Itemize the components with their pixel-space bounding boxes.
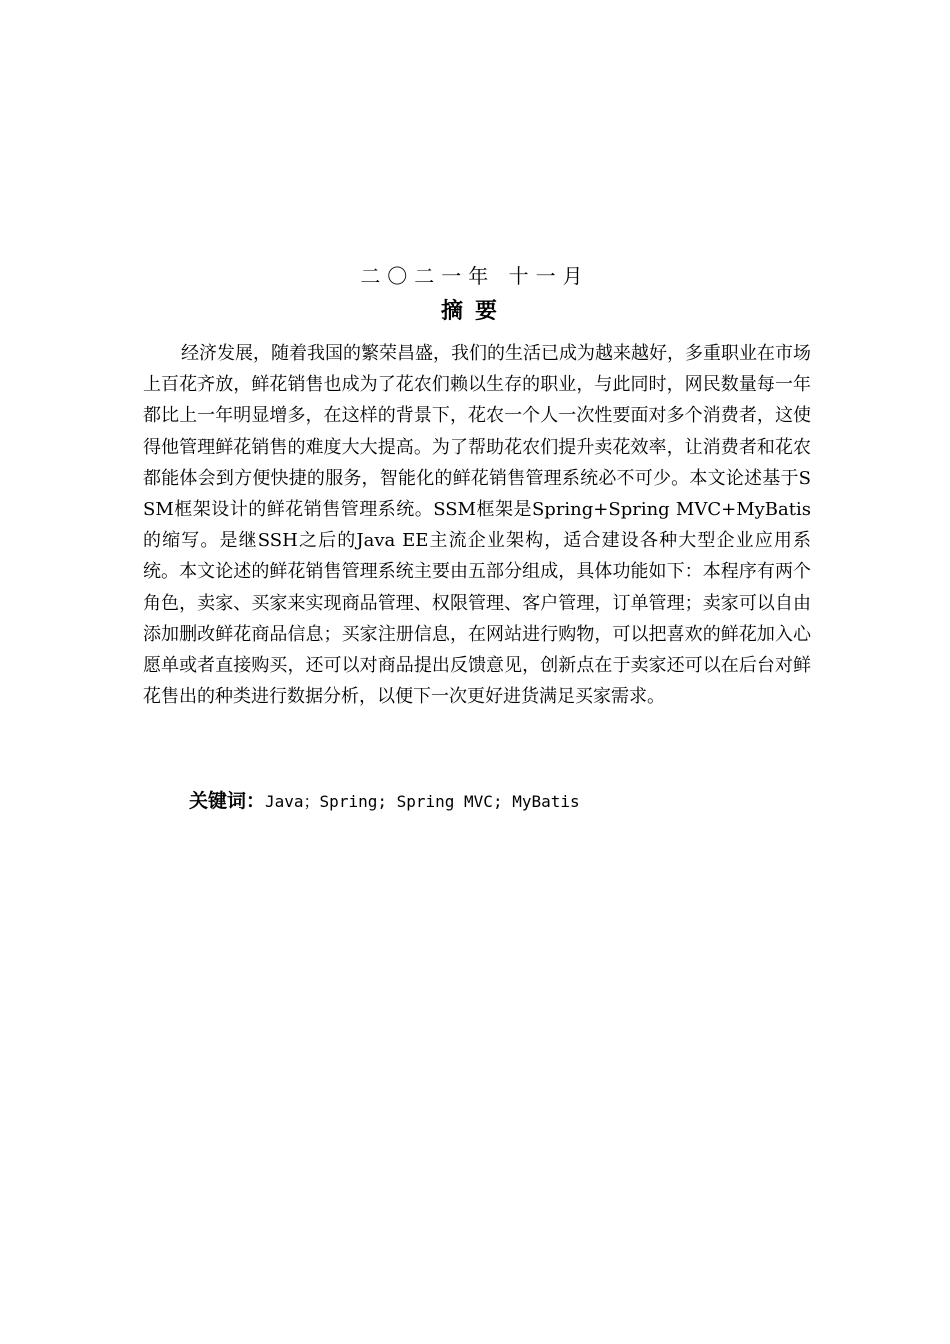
keywords-text: Java；Spring; Spring MVC; MyBatis [265, 792, 580, 811]
abstract-heading: 摘要 [440, 299, 509, 324]
abstract-body: 经济发展，随着我国的繁荣昌盛，我们的生活已成为越来越好，多重职业在市场上百花齐放，鲜花销售也成为了花农们赖以生存的职业，与此同时，网民数量每一年都比上一年明显增多，在这样的背景下，花农一个人一次性要面对多个消费者，这使得他管理鲜花销售的难度大大提高。为了帮助花农们提升卖花效率，让消费者和花农都能体会到方便快捷的服务，智能化的鲜花销售管理系统必不可少。本文论述基于SSM框架设计的鲜花销售管理系统。SSM框架是Spring+Spring MVC+MyBatis的缩写。是继SSH之后的Java EE主流企业架构，适合建设各种大型企业应用系统。本文论述的鲜花销售管理系统主要由五部分组成，具体功能如下：本程序有两个角色，卖家、买家来实现商品管理、权限管理、客户管理，订单管理；卖家可以自由添加删改鲜花商品信息；买家注册信息，在网站进行购物，可以把喜欢的鲜花加入心愿单或者直接购买，还可以对商品提出反馈意见，创新点在于卖家还可以在后台对鲜花售出的种类进行数据分析，以便下一次更好进货满足买家需求。 [143, 343, 811, 708]
keywords-label: 关键词： [189, 790, 266, 812]
cover-date: 二〇二一年 十一月 [360, 264, 590, 288]
keywords-line [189, 786, 809, 817]
